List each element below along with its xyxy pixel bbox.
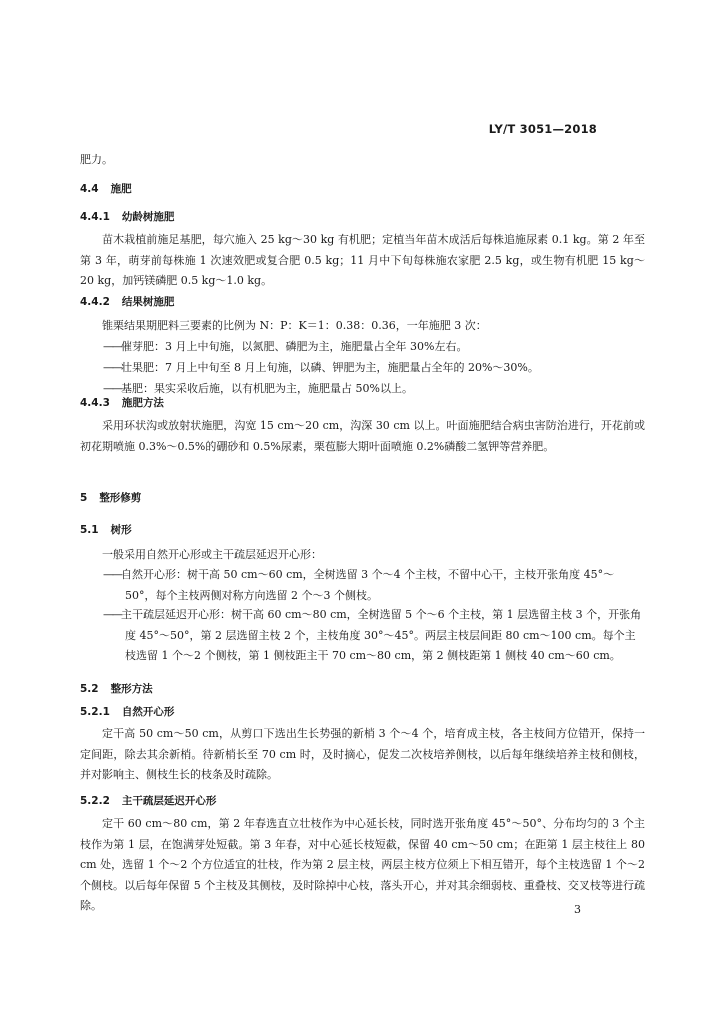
list-item: ——主干疏层延迟开心形：树干高 60 cm～80 cm，全树选留 5 个～6 个主枝，第 1 层选留主枝 3 个，开张角度 45°～50°，第 2 层选留主枝 2 个，主枝角度 30°～45°。两层主枝层间距 80 cm～100 cm。每个主枝选留 1 个～2 个侧枝，第 1 侧枝距主干 70 cm～80 cm，第 2 侧枝距第 1 侧枝 40 cm～60 cm。 — [103, 608, 642, 662]
heading-title: 主干疏层延迟开心形 — [121, 795, 217, 807]
heading-5-2-2 — [80, 793, 216, 808]
list-item: ——壮果肥：7 月上中旬至 8 月上旬施，以磷、钾肥为主，施肥量占全年的 20%～30%。 — [103, 361, 539, 374]
heading-4-4-1 — [80, 209, 174, 224]
paragraph-4-4-1: 苗木栽植前施足基肥，每穴施入 25 kg～30 kg 有机肥；定植当年苗木成活后每株追施尿素 0.1 kg。第 2 年至第 3 年，萌芽前每株施 1 次速效肥或复合肥 0.5 kg；11 月中下旬每株施农家肥 2.5 kg，或生物有机肥 15 kg～20 kg，加钙镁磷肥 0.5 kg～1.0 kg。 — [80, 233, 645, 287]
heading-number: 4.4 — [80, 183, 99, 195]
page-number: 3 — [574, 903, 581, 916]
heading-title: 施肥 — [110, 183, 132, 195]
heading-title: 整形方法 — [110, 683, 153, 695]
heading-number: 5 — [80, 492, 88, 504]
heading-4-4 — [80, 181, 132, 196]
list-item: ——基肥：果实采收后施，以有机肥为主，施肥量占 50%以上。 — [103, 382, 413, 395]
heading-number: 4.4.2 — [80, 296, 110, 308]
heading-5-2-1 — [80, 704, 174, 719]
heading-5-1 — [80, 522, 132, 537]
heading-number: 5.1 — [80, 524, 99, 536]
heading-number: 5.2 — [80, 683, 99, 695]
heading-5 — [80, 490, 141, 505]
heading-5-2 — [80, 681, 153, 696]
heading-number: 4.4.3 — [80, 397, 110, 409]
list-item: ——自然开心形：树干高 50 cm～60 cm，全树选留 3 个～4 个主枝，不留中心干，主枝开张角度 45°～50°，每个主枝两侧对称方向选留 2 个～3 个侧枝。 — [103, 568, 615, 602]
heading-number: 4.4.1 — [80, 211, 110, 223]
heading-title: 结果树施肥 — [121, 296, 175, 308]
standard-code: LY/T 3051—2018 — [488, 122, 597, 136]
heading-title: 幼龄树施肥 — [121, 211, 175, 223]
paragraph-4-4-2-intro: 锥栗结果期肥料三要素的比例为 N：P：K＝1：0.38：0.36，一年施肥 3 次： — [102, 319, 487, 332]
heading-4-4-2 — [80, 294, 174, 309]
paragraph-5-2-2: 定干 60 cm～80 cm，第 2 年春选直立壮枝作为中心延长枝，同时选开张角度 45°～50°、分布均匀的 3 个主枝作为第 1 层，在饱满芽处短截。第 3 年春，对中心延长枝短截，保留 40 cm～50 cm；在距第 1 层主枝往上 80 cm 处，选留 1 个～2 个方位适宜的壮枝，作为第 2 层主枝，两层主枝方位须上下相互错开，每个主枝选留 1 个～2 个侧枝。以后每年保留 5 个主枝及其侧枝，及时除掉中心枝，落头开心，并对其余细弱枝、重叠枝、交叉枝等进行疏除。 — [80, 817, 645, 912]
paragraph-4-4-3: 采用环状沟或放射状施肥，沟宽 15 cm～20 cm，沟深 30 cm 以上。叶面施肥结合病虫害防治进行，开花前或初花期喷施 0.3%～0.5%的硼砂和 0.5%尿素，栗苞膨大期叶面喷施 0.2%磷酸二氢钾等营养肥。 — [80, 419, 645, 453]
heading-title: 整形修剪 — [99, 492, 142, 504]
heading-number: 5.2.1 — [80, 706, 110, 718]
heading-title: 自然开心形 — [121, 706, 175, 718]
heading-title: 树形 — [110, 524, 132, 536]
heading-title: 施肥方法 — [121, 397, 164, 409]
paragraph-5-2-1: 定干高 50 cm～50 cm，从剪口下选出生长势强的新梢 3 个～4 个，培育成主枝，各主枝间方位错开，保持一定间距，除去其余新梢。待新梢长至 70 cm 时，及时摘心，促发二次枝培养侧枝，以后每年继续培养主枝和侧枝，并对影响主、侧枝生长的枝条及时疏除。 — [80, 727, 645, 781]
heading-number: 5.2.2 — [80, 795, 110, 807]
list-item: ——催芽肥：3 月上中旬施，以氮肥、磷肥为主，施肥量占全年 30%左右。 — [103, 340, 468, 353]
heading-4-4-3 — [80, 395, 164, 410]
continuation-text: 肥力。 — [80, 153, 113, 166]
paragraph-5-1-intro: 一般采用自然开心形或主干疏层延迟开心形： — [102, 548, 322, 561]
